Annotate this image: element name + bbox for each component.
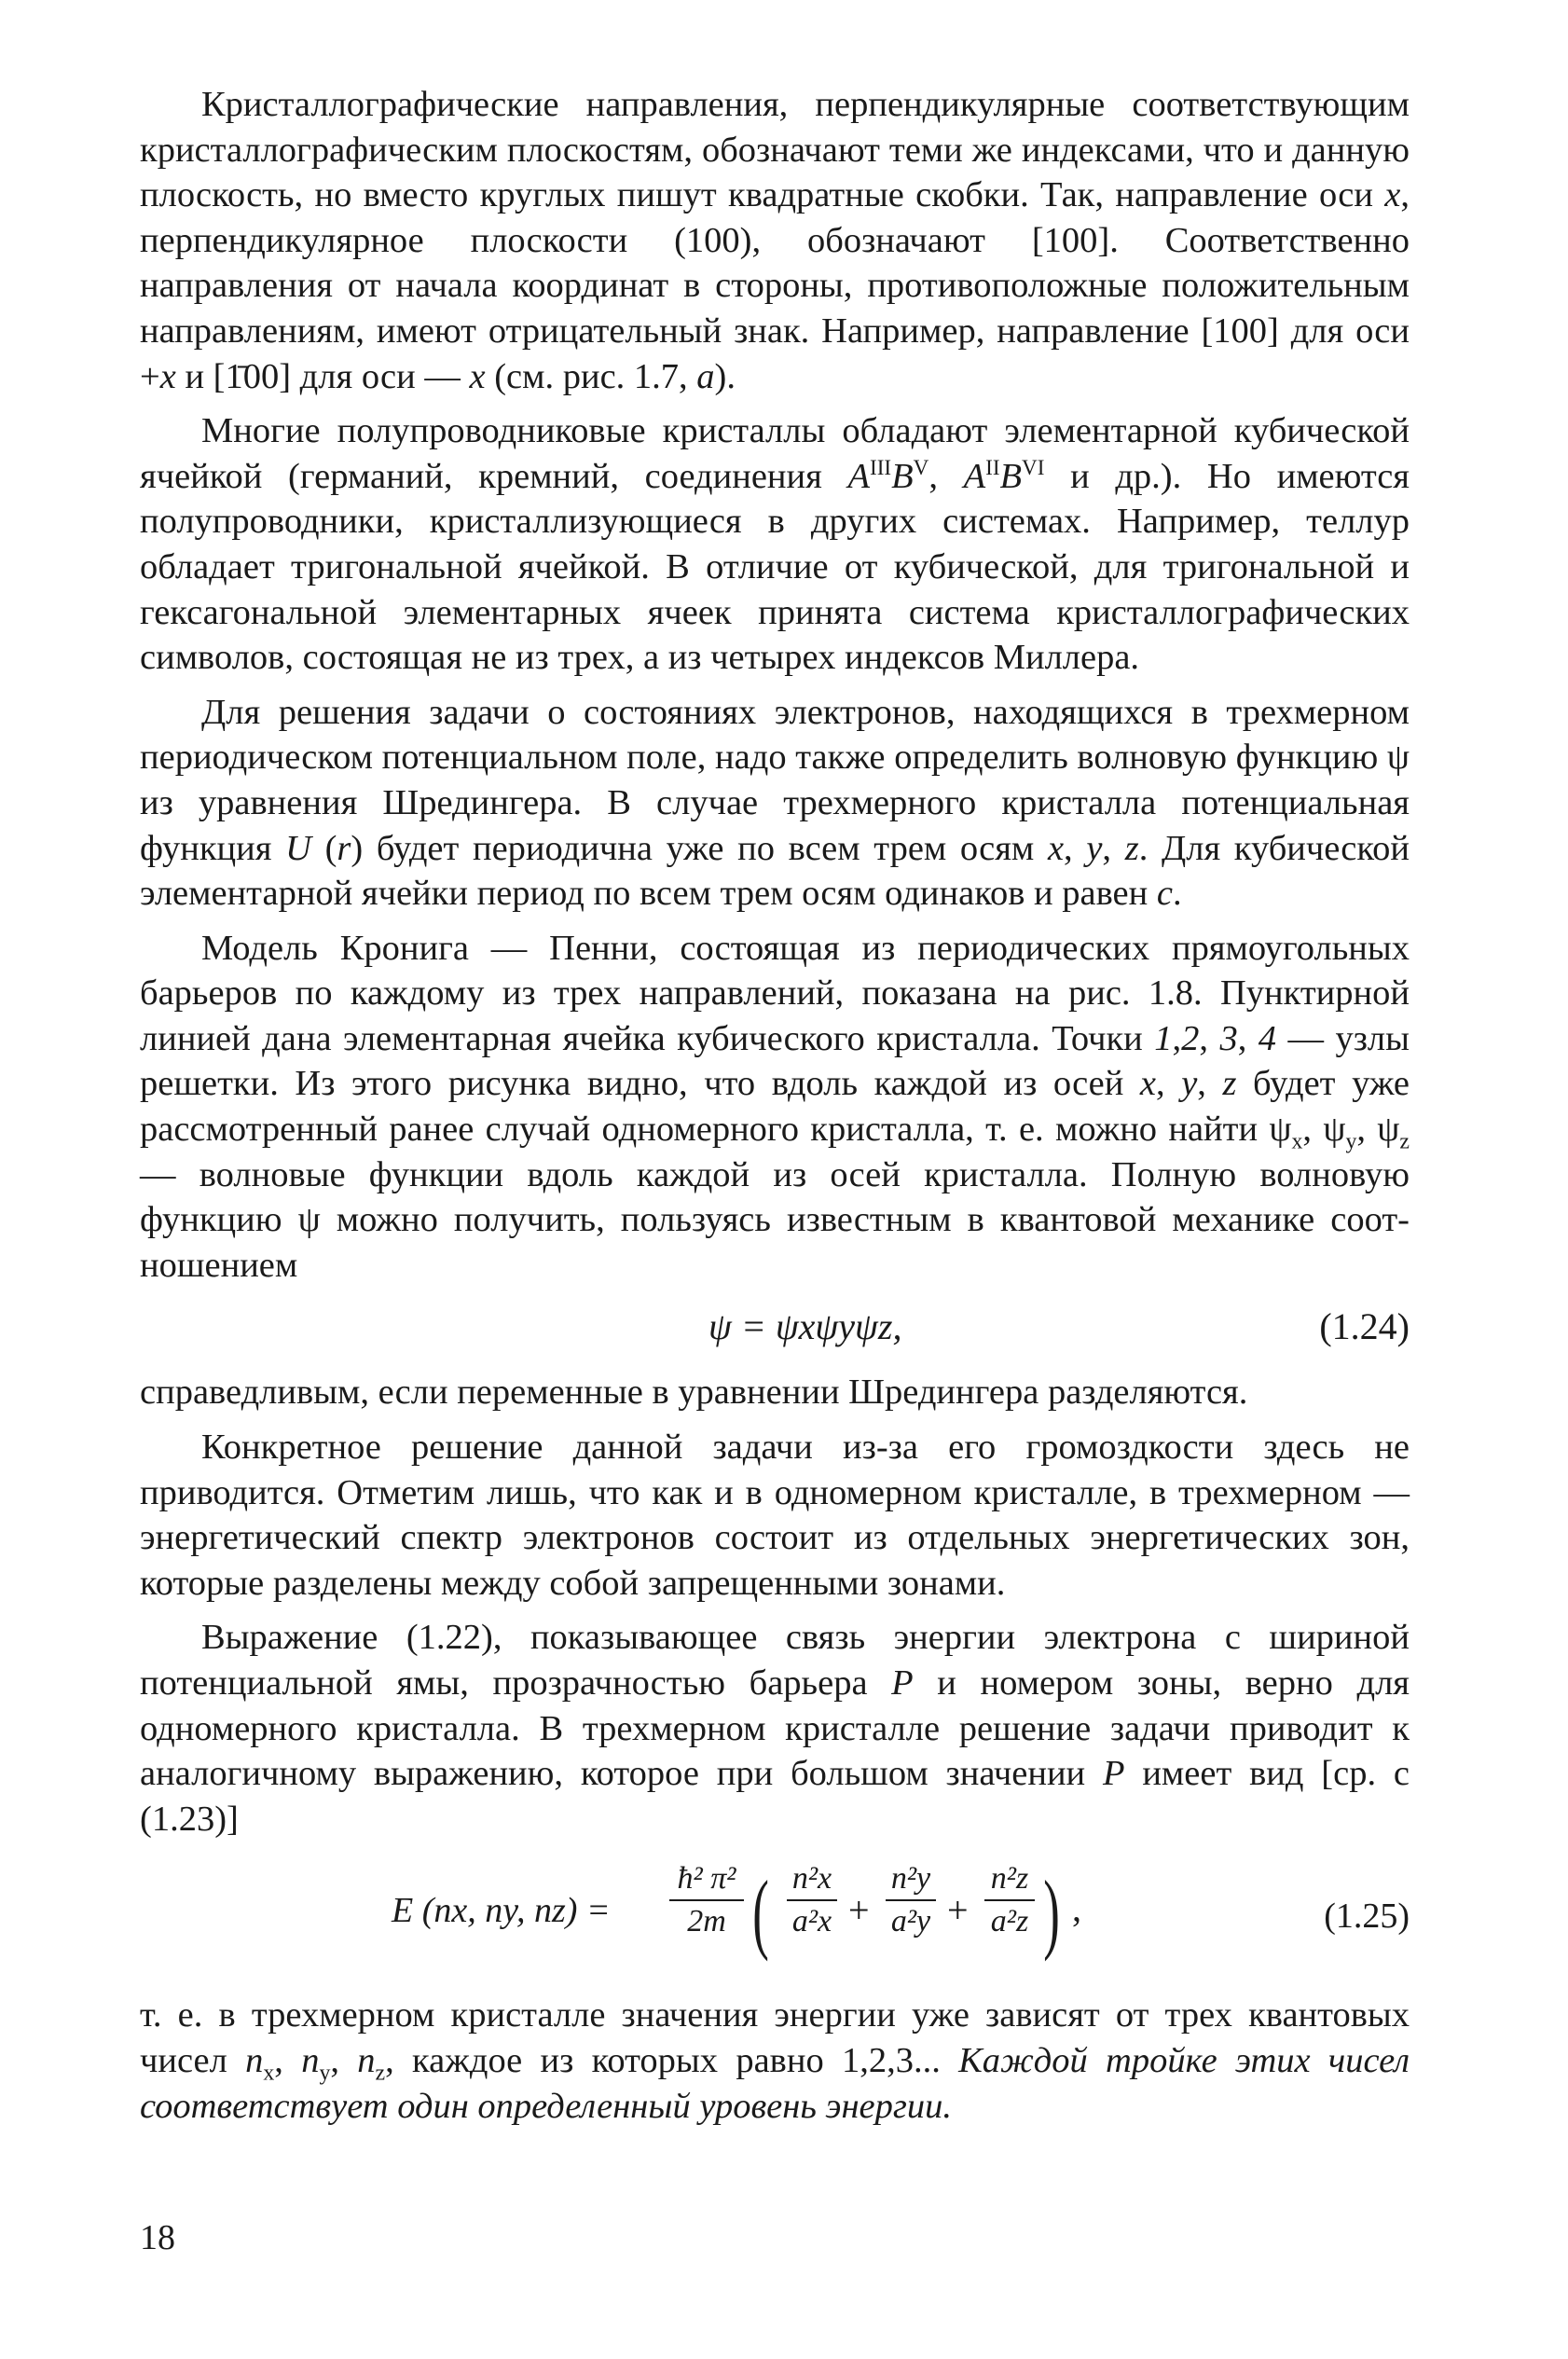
text-segment: , — [274, 2040, 302, 2080]
text-segment: x — [1139, 1064, 1156, 1104]
plus-sign-1: + — [848, 1889, 870, 1932]
text-segment: ). — [714, 356, 736, 396]
text-segment: A — [963, 456, 986, 496]
text-segment: 4 — [1258, 1018, 1277, 1058]
text-segment: P — [1102, 1754, 1125, 1794]
text-segment: , — [1199, 1018, 1220, 1058]
equation-1-24-number: (1.24) — [1319, 1305, 1410, 1348]
equation-1-25 — [140, 1855, 1410, 1985]
text-segment: Модель Кронига — Пенни, состоящая из периодических прямоугольных барьеров по каждому из трех направлений, показана на рис. 1.8. Пунктирной линией дана элементарная ячейка кубического кристалла. Точки — [140, 928, 1410, 1058]
text-segment: и [1̄00] для оси — — [175, 356, 470, 396]
text-segment: , перпендикулярное плоскости (100), обозначают [100]. Соответственно направления от начала координат в стороны, противоположные положительным направлениям, имеют отрицательный знак. Например, направление [100] для оси + — [140, 175, 1410, 396]
text-segment: z — [1222, 1064, 1237, 1104]
text-segment: 2 — [1181, 1018, 1200, 1058]
text-segment: имеет вид [ср. с (1.23)] — [140, 1754, 1410, 1839]
text-segment: y — [1345, 1129, 1357, 1154]
term-z — [984, 1860, 1035, 1940]
text-segment: a — [696, 356, 715, 396]
text-segment: и др.). Но имеются полупроводники, кристаллизующиеся в других системах. Например, теллур обладает тригональной ячейкой. В отличие от кубической, для тригональной и гексагональной элементарных ячеек принята система кристаллографических символов, состоящая не из трех, а из четырех индексов Миллера. — [140, 456, 1410, 678]
text-segment: 1 — [1154, 1018, 1173, 1058]
text-segment: , — [1172, 1018, 1182, 1058]
text-segment: B — [891, 456, 914, 496]
text-segment: x — [1047, 828, 1065, 868]
paragraph-wave-function — [140, 690, 1410, 917]
term-z-denominator: a²z — [990, 1904, 1029, 1939]
text-segment: ( — [310, 828, 337, 868]
text-segment: n — [357, 2040, 376, 2080]
paragraph-quantum-numbers — [140, 1993, 1410, 2129]
coef-fraction-bar — [669, 1899, 744, 1901]
page-number: 18 — [140, 2218, 175, 2257]
coef-numerator: ħ² π² — [677, 1861, 736, 1897]
right-parenthesis: ) — [1043, 1862, 1060, 1963]
text-segment: т. е. в трехмерном кристалле значения энергии уже зависят от трех квантовых чисел — [140, 1995, 1410, 2080]
equation-1-25-number: (1.25) — [1324, 1897, 1410, 1937]
text-segment: P — [891, 1663, 914, 1703]
text-segment: x — [263, 2061, 275, 2086]
text-segment: x — [1291, 1129, 1303, 1154]
term-z-numerator: n²z — [990, 1861, 1029, 1897]
text-segment: x — [1384, 175, 1401, 215]
left-parenthesis: ( — [752, 1862, 769, 1963]
text-segment: ) будет периодична уже по всем трем осям — [351, 828, 1048, 868]
text-segment: z — [1124, 828, 1139, 868]
equation-1-25-coefficient — [669, 1860, 744, 1940]
text-segment: , каждое из которых равно 1,2,3... — [385, 2040, 959, 2080]
text-segment: , — [1156, 1064, 1182, 1104]
text-segment: Для решения задачи о состояниях электронов, находящихся в трехмерном периодическом потенциальном поле, надо также определить волновую функцию ψ из уравнения Шредингера. В случае трехмерного кристалла потенциальная функция — [140, 692, 1410, 868]
paragraph-crystal-directions — [140, 82, 1410, 399]
term-y-denominator: a²y — [890, 1904, 931, 1939]
paragraph-energy-spectrum — [140, 1425, 1410, 1606]
text-segment: Многие полупроводниковые кристаллы обладают элементарной кубической ячейкой (германий, кремний, соединения — [140, 411, 1410, 496]
text-segment: Кристаллографические направления, перпендикулярные соответствующим кристаллографическим плоскостям, обозначают теми же индексами, что и данную плоскость, но вместо круглых пишут квадратные скобки. Так, направление оси — [140, 85, 1410, 215]
text-segment: — волновые функции вдоль каждой из осей кристалла. Полную волновую функцию ψ можно получить, пользуясь известным в квантовой механике соотношением — [140, 1154, 1410, 1285]
term-y-bar — [886, 1899, 936, 1901]
plus-sign-2: + — [947, 1889, 969, 1932]
term-x — [787, 1860, 837, 1940]
text-segment: , — [330, 2040, 358, 2080]
paragraph-expression-1-22 — [140, 1615, 1410, 1842]
text-segment: II — [985, 454, 1000, 479]
term-z-bar — [984, 1899, 1035, 1901]
text-segment: , ψ — [1356, 1110, 1400, 1150]
text-segment: n — [245, 2040, 264, 2080]
equation-1-24 — [140, 1297, 1410, 1362]
paragraph-kronig-penney — [140, 926, 1410, 1289]
text-segment: A — [847, 456, 871, 496]
text-segment: . — [1172, 874, 1182, 914]
paragraph-separable — [140, 1370, 1410, 1415]
text-segment: y — [1181, 1064, 1198, 1104]
text-segment: . Для кубической элементарной ячейки период по всем трем осям одинаков и равен — [140, 828, 1410, 914]
text-segment: r — [337, 828, 351, 868]
text-segment: 3 — [1219, 1018, 1238, 1058]
text-segment: Выражение (1.22), показывающее связь энергии электрона с шириной потенциальной ямы, прозрачностью барьера — [140, 1618, 1410, 1703]
text-segment: , — [1102, 828, 1125, 868]
text-segment: и номером зоны, верно для одномерного кристалла. В трехмерном кристалле решение задачи приводит к аналогичному выражению, которое при большом значении — [140, 1663, 1410, 1794]
text-segment: , — [1197, 1064, 1223, 1104]
text-segment: V — [913, 454, 929, 479]
text-segment: , — [928, 456, 964, 496]
text-segment: c — [1156, 874, 1173, 914]
text-segment: Каждой тройке этих чисел соответствует один определенный уровень энергии. — [140, 2040, 1410, 2126]
equation-1-24-body: ψ = ψxψyψz, — [708, 1305, 902, 1348]
text-segment: y — [1086, 828, 1103, 868]
text-segment: B — [999, 456, 1023, 496]
text-segment: x — [469, 356, 486, 396]
term-y-numerator: n²y — [890, 1861, 931, 1897]
term-x-bar — [787, 1899, 837, 1901]
term-y — [886, 1860, 936, 1940]
text-segment: справедливым, если переменные в уравнении Шредингера разделяются. — [140, 1373, 1248, 1413]
equation-1-25-comma: , — [1072, 1887, 1081, 1930]
text-segment: z — [375, 2061, 386, 2086]
term-x-denominator: a²x — [791, 1904, 832, 1939]
coef-denominator: 2m — [687, 1904, 726, 1939]
text-segment: n — [301, 2040, 320, 2080]
text-segment: U — [285, 828, 311, 868]
text-segment: III — [870, 454, 892, 479]
text-segment: z — [1399, 1129, 1410, 1154]
term-x-numerator: n²x — [791, 1861, 832, 1897]
text-segment: (см. рис. 1.7, — [485, 356, 697, 396]
text-segment: Конкретное решение данной задачи из-за его громоздкости здесь не приводится. Отметим лишь, что как и в одномерном кристалле, в трехмерном — энергетический спектр электронов состоит из отдельных энергетических зон, которые разделены между собой запрещенными зонами. — [140, 1428, 1410, 1603]
text-segment: x — [159, 356, 176, 396]
text-segment: y — [319, 2061, 331, 2086]
text-segment: , — [1064, 828, 1087, 868]
text-segment: будет уже рассмотренный ранее случай одномерного кристалла, т. е. можно найти ψ — [140, 1064, 1410, 1150]
text-segment: — узлы решетки. Из этого рисунка видно, что вдоль каждой из осей — [140, 1018, 1410, 1104]
paragraph-cubic-cells — [140, 408, 1410, 681]
text-segment: VI — [1022, 454, 1045, 479]
text-segment: , — [1237, 1018, 1259, 1058]
text-segment: , ψ — [1302, 1110, 1346, 1150]
equation-1-25-lhs: E (nx, ny, nz) = — [392, 1891, 611, 1931]
